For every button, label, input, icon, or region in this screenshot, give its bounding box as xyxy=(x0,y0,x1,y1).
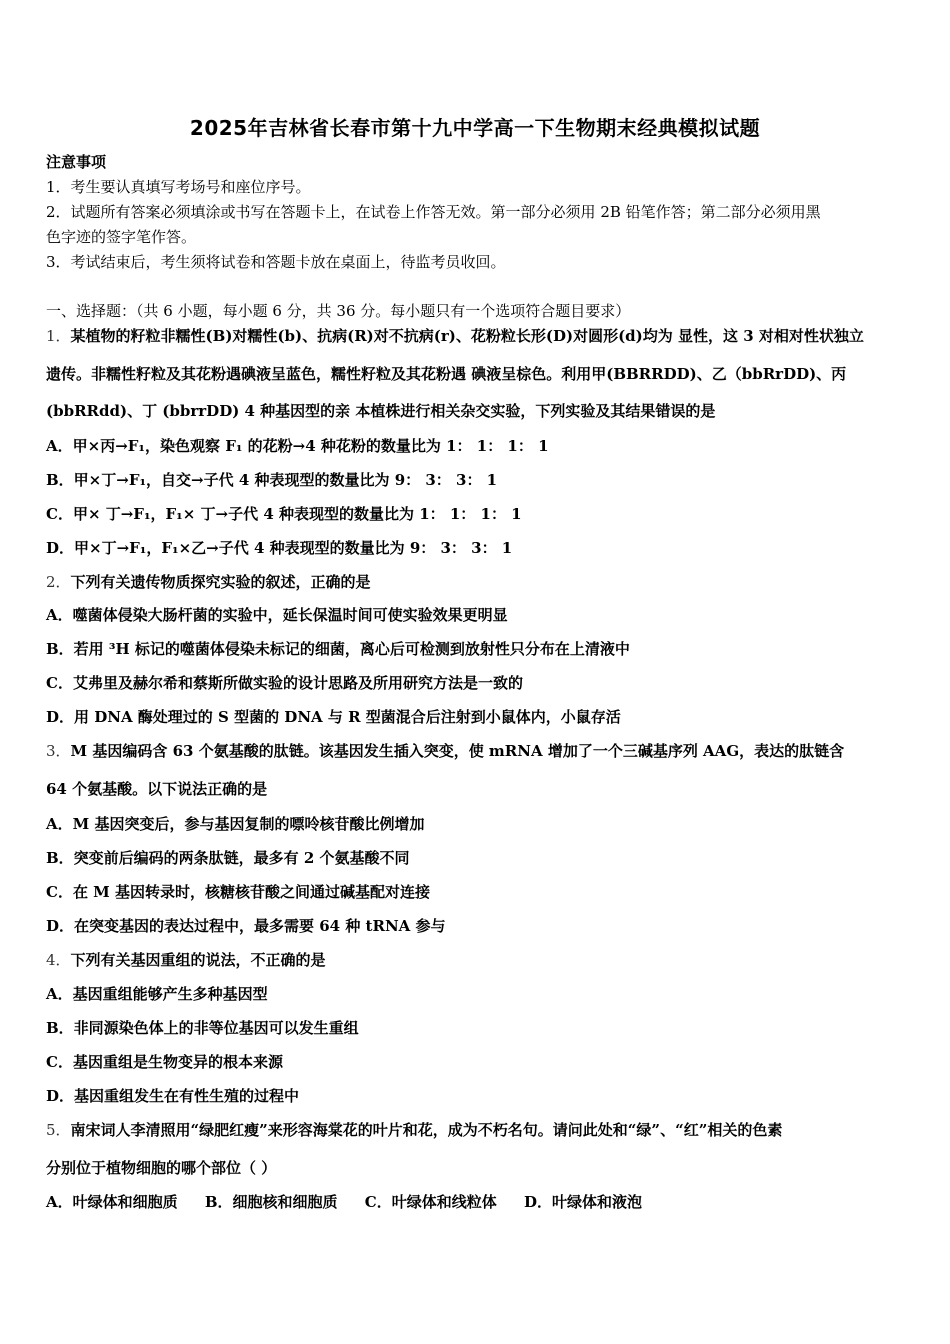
question-5-option-c: C．叶绿体和线粒体 xyxy=(364,1193,497,1211)
question-5-line-1 xyxy=(46,1120,906,1140)
question-number: 4． xyxy=(46,951,71,969)
question-1-option-b: B．甲×丁→F₁，自交→子代 4 种表现型的数量比为 9： 3： 3： 1 xyxy=(46,471,498,489)
question-5-option-b: B．细胞核和细胞质 xyxy=(204,1193,338,1211)
question-4-option-d: D．基因重组发生在有性生殖的过程中 xyxy=(46,1087,300,1105)
question-5-option-a: A．叶绿体和细胞质 xyxy=(46,1193,178,1211)
question-number: 3． xyxy=(46,742,71,760)
question-5-option-d: D．叶绿体和液泡 xyxy=(523,1193,642,1211)
question-2-option-a: A．噬菌体侵染大肠杆菌的实验中，延长保温时间可使实验效果更明显 xyxy=(46,606,508,624)
page-title: 2025年吉林省长春市第十九中学高一下生物期末经典模拟试题 xyxy=(189,116,761,140)
question-5-options xyxy=(46,1192,906,1212)
question-1-line-2: 遗传。非糯性籽粒及其花粉遇碘液呈蓝色，糯性籽粒及其花粉遇 碘液呈棕色。利用甲(BBRRDD)、乙（bbRrDD)、丙 xyxy=(46,365,847,383)
question-text: 某植物的籽粒非糯性(B)对糯性(b)、抗病(R)对不抗病(r)、花粉粒长形(D)对圆形(d)均为 显性，这 3 对相对性状独立 xyxy=(70,327,864,345)
section-heading: 一、选择题：（共 6 小题，每小题 6 分，共 36 分。每小题只有一个选项符合题目要求） xyxy=(46,302,631,320)
question-3-line-1 xyxy=(46,741,906,761)
question-4-option-b: B．非同源染色体上的非等位基因可以发生重组 xyxy=(46,1019,359,1037)
question-1-option-d: D．甲×丁→F₁，F₁×乙→子代 4 种表现型的数量比为 9： 3： 3： 1 xyxy=(46,539,513,557)
question-2-option-d: D．用 DNA 酶处理过的 S 型菌的 DNA 与 R 型菌混合后注射到小鼠体内，小鼠存活 xyxy=(46,708,621,726)
question-text: 南宋词人李清照用“绿肥红瘦”来形容海棠花的叶片和花，成为不朽名句。请问此处和“绿”、“红”相关的色素 xyxy=(70,1121,783,1139)
notice-item-2: 2．试题所有答案必须填涂或书写在答题卡上，在试卷上作答无效。第一部分必须用 2B 铅笔作答；第二部分必须用黑 xyxy=(46,203,821,221)
question-1-line-3: (bbRRdd)、丁 (bbrrDD) 4 种基因型的亲 本植株进行相关杂交实验，下列实验及其结果错误的是 xyxy=(46,402,716,420)
question-3-option-b: B．突变前后编码的两条肽链，最多有 2 个氨基酸不同 xyxy=(46,849,410,867)
question-number: 1． xyxy=(46,327,71,345)
notice-item-1: 1．考生要认真填写考场号和座位序号。 xyxy=(46,178,311,196)
question-number: 2． xyxy=(46,573,71,591)
question-3-option-c: C．在 M 基因转录时，核糖核苷酸之间通过碱基配对连接 xyxy=(46,883,430,901)
question-text: M 基因编码含 63 个氨基酸的肽链。该基因发生插入突变，使 mRNA 增加了一个三碱基序列 AAG，表达的肽链含 xyxy=(70,742,845,760)
question-3-option-a: A．M 基因突变后，参与基因复制的嘌呤核苷酸比例增加 xyxy=(46,815,425,833)
question-2-option-c: C．艾弗里及赫尔希和蔡斯所做实验的设计思路及所用研究方法是一致的 xyxy=(46,674,523,692)
question-1-line-1 xyxy=(46,326,906,346)
question-4-option-a: A．基因重组能够产生多种基因型 xyxy=(46,985,268,1003)
question-4-option-c: C．基因重组是生物变异的根本来源 xyxy=(46,1053,283,1071)
question-2-option-b: B．若用 ³H 标记的噬菌体侵染未标记的细菌，离心后可检测到放射性只分布在上清液中 xyxy=(46,640,630,658)
question-5-line-2: 分别位于植物细胞的哪个部位（ ） xyxy=(46,1159,277,1177)
question-2-stem xyxy=(46,572,906,592)
question-3-line-2: 64 个氨基酸。以下说法正确的是 xyxy=(46,780,268,798)
notice-item-3: 3．考试结束后，考生须将试卷和答题卡放在桌面上，待监考员收回。 xyxy=(46,253,506,271)
notice-item-2-cont: 色字迹的签字笔作答。 xyxy=(46,228,197,246)
question-text: 下列有关遗传物质探究实验的叙述，正确的是 xyxy=(70,573,371,591)
question-number: 5． xyxy=(46,1121,71,1139)
question-1-option-c: C．甲× 丁→F₁，F₁× 丁→子代 4 种表现型的数量比为 1： 1： 1： 1 xyxy=(46,505,522,523)
notice-heading: 注意事项 xyxy=(46,153,107,171)
question-1-option-a: A．甲×丙→F₁，染色观察 F₁ 的花粉→4 种花粉的数量比为 1： 1： 1： 1 xyxy=(46,437,549,455)
question-3-option-d: D．在突变基因的表达过程中，最多需要 64 种 tRNA 参与 xyxy=(46,917,446,935)
question-4-stem xyxy=(46,950,906,970)
question-text: 下列有关基因重组的说法，不正确的是 xyxy=(70,951,326,969)
